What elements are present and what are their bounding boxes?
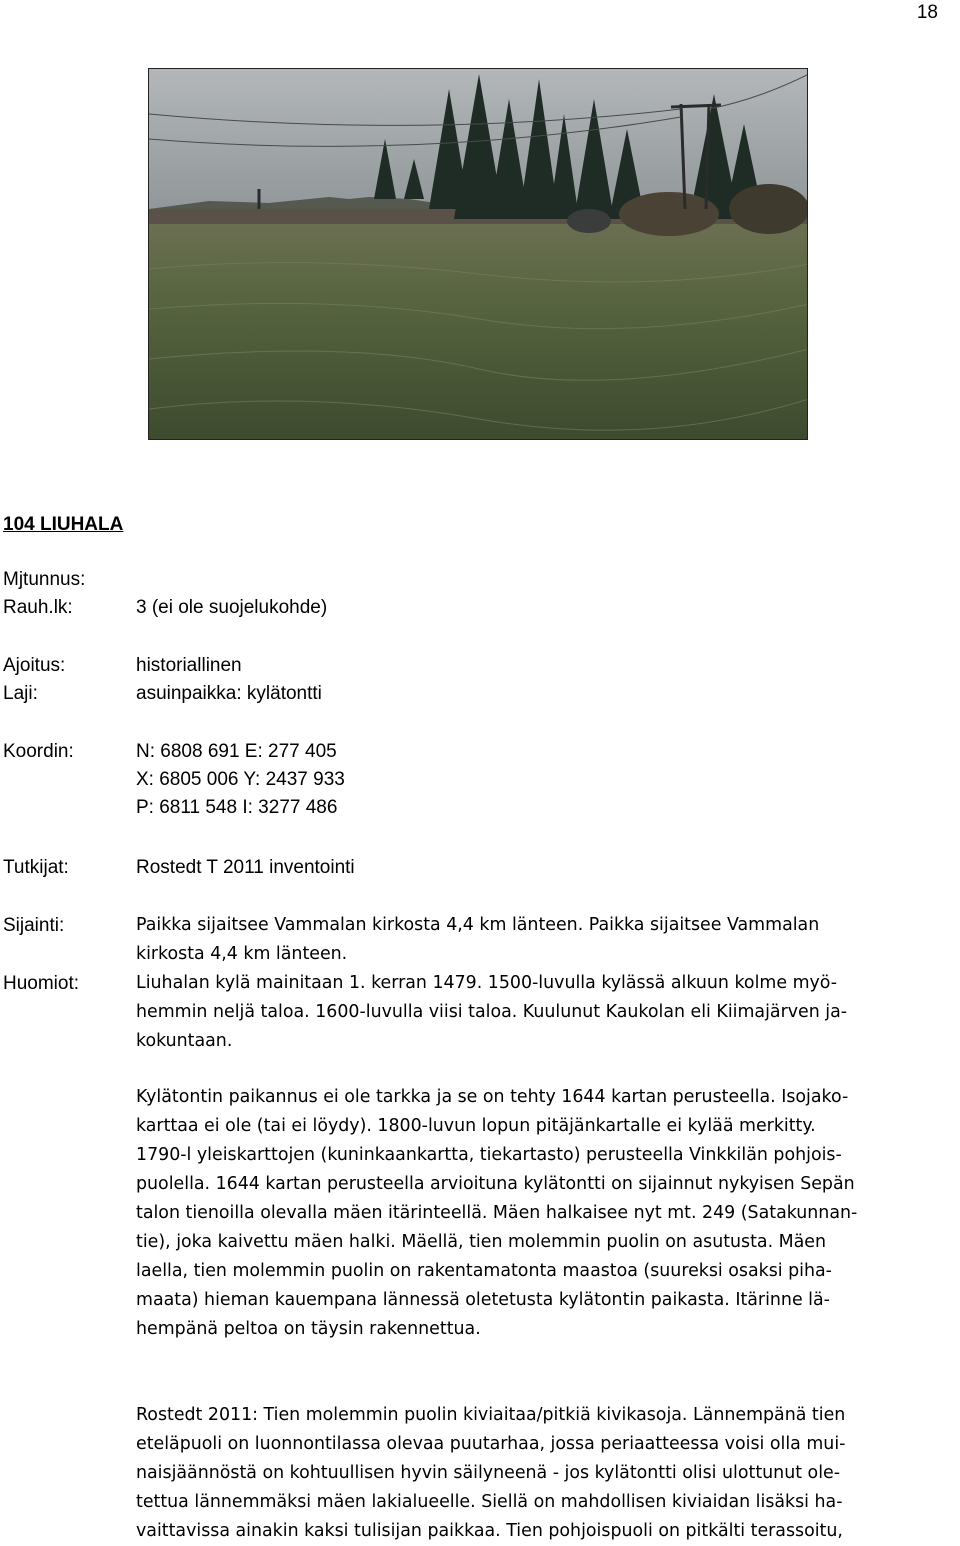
label-mjtunnus: Mjtunnus: bbox=[3, 569, 86, 590]
label-sijainti: Sijainti: bbox=[3, 915, 65, 936]
value-laji: asuinpaikka: kylätontti bbox=[136, 683, 322, 704]
value-koordin-xy: X: 6805 006 Y: 2437 933 bbox=[136, 769, 345, 790]
grass-field bbox=[149, 224, 808, 440]
text-line: naisjäännöstä on kohtuullisen hyvin säilyneenä - jos kylätontti olisi ulottunut ole- bbox=[136, 1463, 841, 1483]
text-line: Liuhalan kylä mainitaan 1. kerran 1479. 1500-luvulla kylässä alkuun kolme myö- bbox=[136, 973, 838, 993]
sijainti-paragraph bbox=[136, 911, 942, 1056]
value-rauhlk: 3 (ei ole suojelukohde) bbox=[136, 597, 328, 618]
label-ajoitus: Ajoitus: bbox=[3, 655, 66, 676]
label-laji: Laji: bbox=[3, 683, 38, 704]
bushes bbox=[619, 192, 719, 236]
text-line: Paikka sijaitsee Vammalan kirkosta 4,4 km länteen. Paikka sijaitsee Vammalan bbox=[136, 915, 820, 935]
text-line: kokuntaan. bbox=[136, 1031, 233, 1051]
text-line: hemmin neljä taloa. 1600-luvulla viisi taloa. Kuulunut Kaukolan eli Kiimajärven ja- bbox=[136, 1002, 848, 1022]
text-line: kirkosta 4,4 km länteen. bbox=[136, 944, 348, 964]
value-ajoitus: historiallinen bbox=[136, 655, 242, 676]
text-line: puolella. 1644 kartan perusteella arvioituna kylätontti on sijainnut nykyisen Sepän bbox=[136, 1174, 855, 1194]
page-number: 18 bbox=[916, 2, 938, 23]
text-line: Rostedt 2011: Tien molemmin puolin kiviaitaa/pitkiä kivikasoja. Lännempänä tien bbox=[136, 1405, 846, 1425]
text-line: hempänä peltoa on täysin rakennettua. bbox=[136, 1319, 481, 1339]
value-koordin-nE: N: 6808 691 E: 277 405 bbox=[136, 741, 337, 762]
site-photo bbox=[148, 68, 808, 440]
text-line: laella, tien molemmin puolin on rakentamatonta maastoa (suureksi osaksi piha- bbox=[136, 1261, 832, 1281]
text-line: tie), joka kaivettu mäen halki. Mäellä, tien molemmin puolin on asutusta. Mäen bbox=[136, 1232, 827, 1252]
label-koordin: Koordin: bbox=[3, 741, 74, 762]
label-huomiot: Huomiot: bbox=[3, 973, 80, 994]
text-line: eteläpuoli on luonnontilassa olevaa puutarhaa, jossa periaatteessa voisi olla mui- bbox=[136, 1434, 846, 1454]
rostedt-paragraph bbox=[136, 1401, 942, 1546]
landscape-illustration bbox=[149, 69, 808, 440]
boulder bbox=[567, 209, 611, 233]
text-line: tettua lännemmäksi mäen lakialueelle. Siellä on mahdollisen kiviaidan lisäksi ha- bbox=[136, 1492, 843, 1512]
text-line: talon tienoilla olevalla mäen itärinteellä. Mäen halkaisee nyt mt. 249 (Satakunnan- bbox=[136, 1203, 858, 1223]
brush-pile bbox=[729, 184, 808, 234]
text-line: vaittavissa ainakin kaksi tulisijan paikkaa. Tien pohjoispuoli on pitkälti terassoitu, bbox=[136, 1521, 843, 1541]
value-koordin-pi: P: 6811 548 I: 3277 486 bbox=[136, 797, 338, 818]
text-line: Kylätontin paikannus ei ole tarkka ja se on tehty 1644 kartan perusteella. Isojako- bbox=[136, 1087, 849, 1107]
site-title: 104 LIUHALA bbox=[3, 514, 124, 535]
text-line: 1790-l yleiskarttojen (kuninkaankartta, tiekartasto) perusteella Vinkkilän pohjois- bbox=[136, 1145, 842, 1165]
text-line: karttaa ei ole (tai ei löydy). 1800-luvun lopun pitäjänkartalle ei kylää merkitty. bbox=[136, 1116, 816, 1136]
label-rauhlk: Rauh.lk: bbox=[3, 597, 73, 618]
value-tutkijat: Rostedt T 2011 inventointi bbox=[136, 857, 355, 878]
huomiot-paragraph bbox=[136, 1083, 942, 1344]
label-tutkijat: Tutkijat: bbox=[3, 857, 69, 878]
text-line: maata) hieman kauempana lännessä oletetusta kylätontin paikasta. Itärinne lä- bbox=[136, 1290, 830, 1310]
